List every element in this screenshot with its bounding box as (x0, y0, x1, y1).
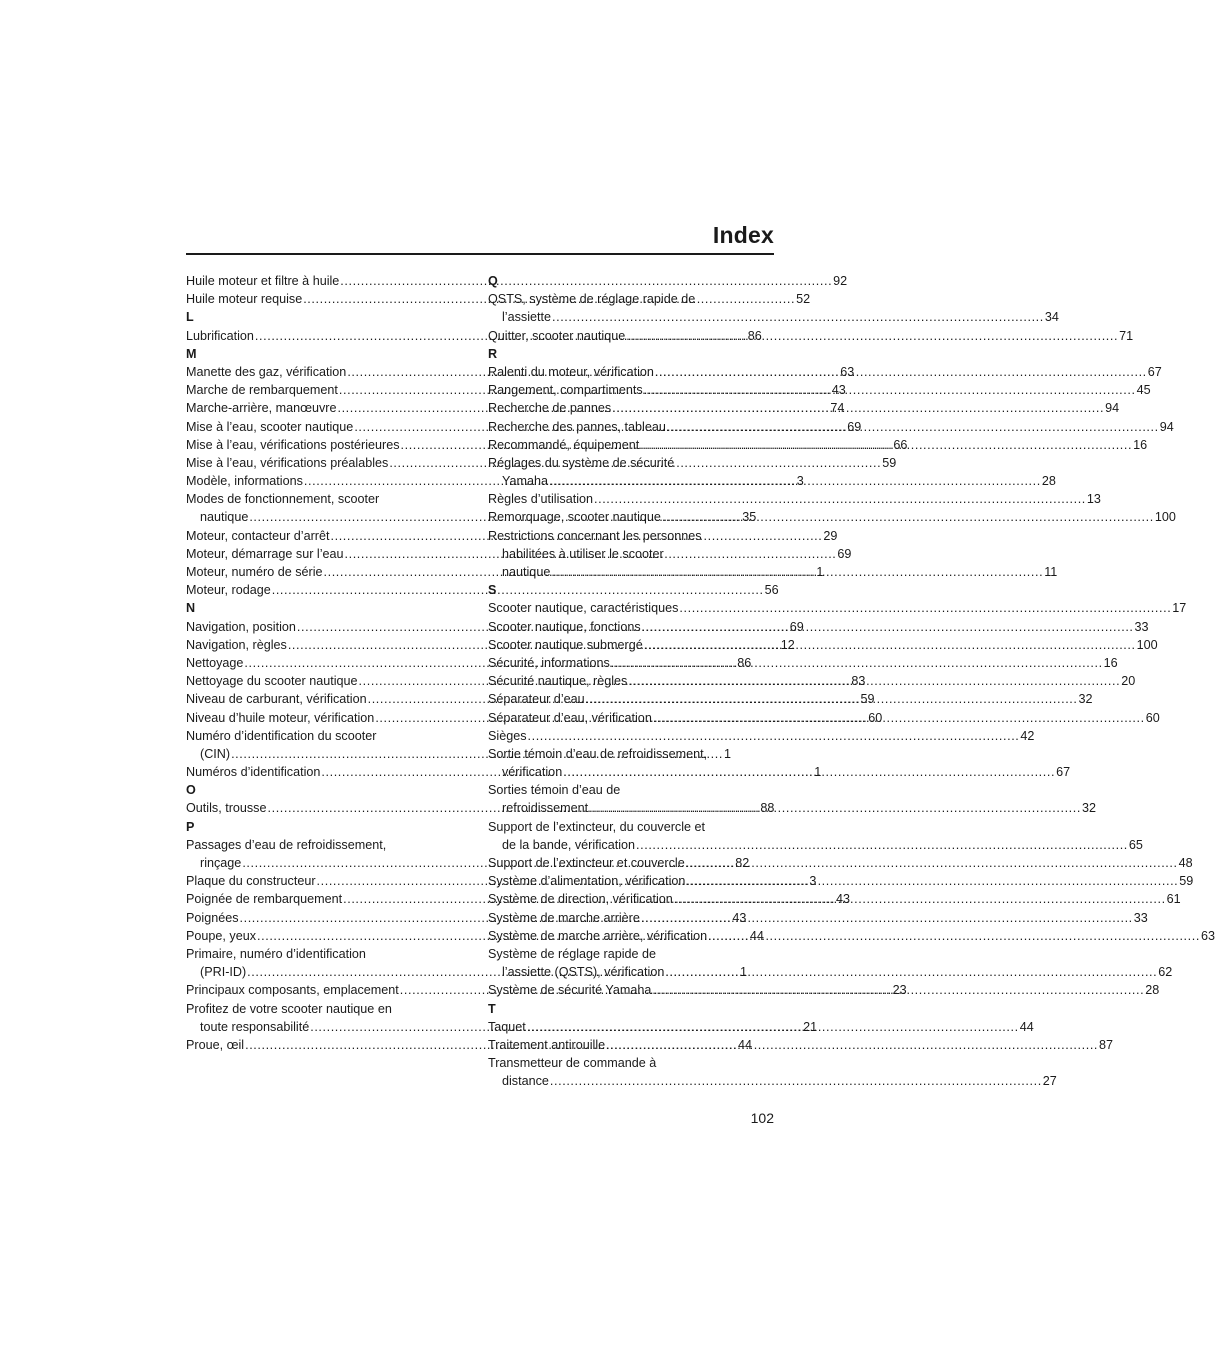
index-entry-text: Sécurité, informations (488, 655, 610, 670)
dot-leader (611, 654, 1103, 672)
index-entry-page: 43 (732, 910, 747, 925)
index-entry-text: Recherche de pannes (488, 401, 612, 416)
page-number: 102 (750, 1110, 774, 1126)
index-entry-page: 67 (1056, 765, 1071, 780)
dot-leader (606, 1036, 1098, 1054)
dot-leader (549, 472, 1041, 490)
index-entry-text: refroidissement (502, 801, 589, 816)
index-entry-text: Système de marche arrière (488, 910, 640, 925)
index-entry-text: Support de l’extincteur et couvercle (488, 856, 685, 870)
index-entry-text: nautique (200, 510, 249, 525)
index-entry (488, 927, 1215, 945)
index-entry-text: QSTS, système de réglage rapide de (488, 292, 696, 307)
dot-leader (665, 963, 1157, 981)
index-entry (488, 599, 1187, 617)
index-entry (488, 327, 1134, 345)
index-entry-page: 1 (723, 746, 731, 761)
dot-leader (640, 436, 1132, 454)
dot-leader (594, 490, 1086, 508)
index-entry-page: 74 (830, 401, 845, 416)
index-entry (488, 963, 1173, 981)
index-entry-text: Ralenti du moteur, vérification (488, 364, 654, 379)
dot-leader (641, 909, 1133, 927)
index-entry (488, 872, 1194, 890)
index-entry-text: Mise à l’eau, vérifications postérieures (186, 437, 400, 452)
index-entry-page: 21 (803, 1019, 818, 1034)
index-entry-text: Nettoyage (186, 655, 244, 670)
index-entry-text: Système d’alimentation, vérification (488, 874, 686, 889)
index-entry-text: Moteur, contacteur d’arrêt (186, 528, 330, 543)
index-entry-page: 69 (837, 546, 852, 561)
index-entry-text: Navigation, position (186, 619, 296, 634)
index-entry-text: de la bande, vérification (502, 837, 636, 852)
index-entry-text: Huile moteur requise (186, 292, 303, 307)
index-entry-text: Modèle, informations (186, 474, 303, 489)
index-entry-page: 35 (742, 510, 757, 525)
index-entry-text: nautique (502, 565, 551, 579)
index-entry (488, 745, 774, 763)
index-entry-text: Plaque du constructeur (186, 874, 316, 889)
dot-leader (679, 599, 1171, 617)
title-rule (186, 253, 774, 255)
index-letter-heading: O (186, 783, 196, 798)
index-entry (488, 290, 774, 308)
index-entry (488, 508, 1176, 526)
dot-leader (662, 508, 1154, 526)
dot-leader (655, 363, 1147, 381)
index-entry-page: 28 (1041, 474, 1056, 489)
index-entry-page: 63 (840, 364, 855, 379)
dot-leader (626, 327, 1118, 345)
index-entry-page: 27 (1042, 1074, 1057, 1089)
index-entry-text: l’assiette (QSTS), vérification (502, 965, 665, 980)
index-letter-heading: P (186, 819, 195, 834)
index-entry (488, 472, 1056, 490)
index-entry (488, 763, 1071, 781)
index-entry-page: 83 (851, 674, 866, 689)
index-entry (488, 527, 774, 545)
index-entry-page: 94 (1105, 401, 1120, 416)
index-entry (488, 709, 1160, 727)
index-entry (186, 272, 848, 290)
index-entry-text: Scooter nautique, fonctions (488, 619, 641, 634)
index-entry-text: Taquet (488, 1019, 526, 1034)
index-entry-text: Séparateur d’eau (488, 692, 585, 707)
index-entry-text: Navigation, règles (186, 637, 287, 652)
index-entry-text: vérification (502, 765, 563, 780)
index-entry-page: 66 (893, 437, 908, 452)
index-entry (488, 308, 1059, 326)
index-entry-text: Marche-arrière, manœuvre (186, 401, 337, 416)
index-entry-text: Passages d’eau de refroidissement, (186, 837, 387, 852)
index-entry-text: Moteur, démarrage sur l’eau (186, 546, 344, 561)
index-entry-page: 3 (796, 474, 804, 489)
index-entry (488, 818, 774, 836)
index-entry (488, 1072, 1057, 1090)
index-entry-page: 20 (1121, 674, 1136, 689)
dot-leader (551, 563, 1043, 581)
index-entry-page: 16 (1133, 437, 1148, 452)
index-letter-heading: R (488, 346, 498, 361)
index-entry-page: 67 (1147, 364, 1162, 379)
index-entry-text: Principaux composants, emplacement (186, 983, 399, 998)
index-entry-text: l’assiette (502, 310, 551, 325)
index-entry-page: 88 (760, 801, 775, 816)
index-entry-page: 61 (1166, 892, 1181, 907)
index-entry (186, 945, 472, 963)
index-entry-text: Remorquage, scooter nautique (488, 510, 661, 525)
index-entry-page: 69 (847, 419, 862, 434)
dot-leader (612, 399, 1104, 417)
index-entry-text: Modes de fonctionnement, scooter (186, 492, 380, 507)
index-entry-page: 45 (1136, 383, 1151, 398)
index-entry-text: Sièges (488, 728, 527, 743)
index-entry-page: 32 (1078, 692, 1093, 707)
index-entry-page: 32 (1081, 801, 1096, 816)
index-entry-page: 65 (1128, 837, 1143, 852)
index-entry-page: 100 (1154, 510, 1176, 525)
index-entry-text: rinçage (200, 856, 242, 870)
index-entry-page: 59 (882, 455, 897, 470)
index-entry-text: Poignées (186, 910, 239, 925)
index-entry-text: Recommandé, équipement (488, 437, 640, 452)
index-entry-text: Règles d’utilisation (488, 492, 594, 507)
index-entry-text: habilitées à utiliser le scooter (502, 546, 664, 561)
index-entry-text: (PRI-ID) (200, 965, 247, 980)
index-entry-text: Séparateur d’eau, vérification (488, 710, 652, 725)
index-letter-heading: Q (488, 274, 498, 288)
dot-leader (708, 927, 1200, 945)
dot-leader (636, 836, 1128, 854)
index-entry-text: Yamaha (502, 474, 548, 489)
index-entry-text: Niveau de carburant, vérification (186, 692, 367, 707)
index-entry-text: (CIN) (200, 746, 231, 761)
dot-leader (667, 418, 1159, 436)
index-entry-text: Système de réglage rapide de (488, 946, 657, 961)
index-entry-page: 11 (1044, 565, 1058, 579)
index-entry-page: 28 (1145, 983, 1160, 998)
dot-leader (642, 618, 1134, 636)
index-entry-text: Niveau d’huile moteur, vérification (186, 710, 375, 725)
index-entry (186, 1000, 472, 1018)
index-entry-text: Scooter nautique, caractéristiques (488, 601, 679, 616)
index-entry-text: Recherche des pannes, tableau (488, 419, 666, 434)
index-entry-page: 43 (831, 383, 846, 398)
index-entry (488, 1054, 774, 1072)
index-letter-heading: T (488, 1001, 496, 1016)
index-entry-page: 23 (892, 983, 907, 998)
index-entry-text: Moteur, numéro de série (186, 565, 323, 579)
index-entry-page: 71 (1119, 328, 1134, 343)
dot-leader (652, 981, 1144, 999)
index-entry-text: Lubrification (186, 328, 254, 343)
index-entry-page: 52 (796, 292, 811, 307)
index-entry-text: Proue, œil (186, 1037, 245, 1052)
index-entry-text: Numéro d’identification du scooter (186, 728, 377, 743)
index-entry-text: Mise à l’eau, scooter nautique (186, 419, 354, 434)
index-letter-heading: M (186, 346, 197, 361)
dot-leader (563, 763, 1055, 781)
index-entry-text: Primaire, numéro d’identification (186, 946, 366, 961)
dot-leader (628, 672, 1120, 690)
index-entry-page: 59 (1179, 874, 1194, 889)
index-entry-text: Sorties témoin d’eau de (488, 783, 621, 798)
index-entry-text: Poupe, yeux (186, 928, 257, 943)
index-entry (186, 836, 472, 854)
index-entry-text: Manette des gaz, vérification (186, 364, 347, 379)
index-entry-page: 60 (868, 710, 883, 725)
index-entry-page: 29 (823, 528, 838, 543)
index-entry-page: 1 (814, 765, 822, 780)
index-entry-page: 1 (740, 965, 748, 980)
index-entry (186, 490, 472, 508)
index-entry-text: Système de direction, vérification (488, 892, 673, 907)
index-entry-text: Sortie témoin d’eau de refroidissement, (488, 746, 708, 761)
index-entry-text: Sécurité nautique, règles (488, 674, 628, 689)
index-entry (488, 454, 774, 472)
dot-leader (653, 709, 1145, 727)
index-entry-text: Quitter, scooter nautique (488, 328, 626, 343)
index-entry-page: 100 (1136, 637, 1158, 652)
dot-leader (589, 799, 1081, 817)
index-entry-page: 42 (1020, 728, 1035, 743)
index-entry-text: Outils, trousse (186, 801, 267, 816)
index-entry-page: 3 (809, 874, 817, 889)
dot-leader (552, 308, 1044, 326)
dot-leader (550, 1072, 1042, 1090)
index-entry-page: 59 (860, 692, 875, 707)
index-entry-text: Numéros d’identification (186, 765, 321, 780)
index-entry-text: Nettoyage du scooter nautique (186, 674, 358, 689)
index-entry-page: 1 (816, 565, 824, 579)
index-entry (186, 727, 472, 745)
index-entry-text: Mise à l’eau, vérifications préalables (186, 455, 389, 470)
index-entry-page: 13 (1086, 492, 1101, 507)
index-entry-page: 60 (1145, 710, 1160, 725)
index-letter-heading: L (186, 310, 194, 325)
dot-leader (527, 1018, 1019, 1036)
index-entry-page: 56 (764, 583, 779, 598)
dot-leader (528, 727, 1020, 745)
index-entry (488, 909, 1148, 927)
index-entry-text: Système de marche arrière, vérification (488, 928, 708, 943)
index-entry-text: Support de l’extincteur, du couvercle et (488, 819, 706, 834)
index-entry (488, 781, 774, 799)
index-entry-text: Réglages du système de sécurité (488, 455, 675, 470)
index-entry-text: Scooter nautique submergé (488, 637, 643, 652)
dot-leader (686, 854, 1178, 872)
index-entry-text: Restrictions concernant les personnes (488, 528, 702, 543)
index-entry-page: 33 (1133, 910, 1148, 925)
index-entry-text: Huile moteur et filtre à huile (186, 274, 340, 288)
index-entry (488, 836, 1143, 854)
index-entry (488, 563, 1058, 581)
index-entry-text: toute responsabilité (200, 1019, 310, 1034)
index-entry-page: 62 (1158, 965, 1173, 980)
index-entry (186, 581, 779, 599)
index-entry (488, 945, 774, 963)
dot-leader (686, 872, 1178, 890)
dot-leader (644, 381, 1136, 399)
index-entry-page: 33 (1134, 619, 1149, 634)
index-entry-page: 16 (1103, 655, 1118, 670)
index-entry-page: 44 (1019, 1019, 1034, 1034)
index-entry-text: Traitement antirouille (488, 1037, 606, 1052)
index-entry-page: 17 (1172, 601, 1187, 616)
index-entry (488, 654, 1118, 672)
index-entry (488, 799, 1096, 817)
dot-leader (644, 636, 1136, 654)
index-entry-page: 82 (735, 856, 750, 870)
index-entry (488, 1036, 1114, 1054)
index-entry (488, 854, 1193, 872)
dot-leader (586, 690, 1078, 708)
index-letter-heading: S (488, 583, 497, 598)
index-entry (488, 727, 1035, 745)
index-entry-page: 12 (780, 637, 795, 652)
index-entry-text: Rangement, compartiments (488, 383, 643, 398)
index-entry-page: 94 (1159, 419, 1174, 434)
index-entry-text: distance (502, 1074, 549, 1089)
index-entry (488, 545, 774, 563)
index-entry-page: 34 (1044, 310, 1059, 325)
index-entry-text: Système de sécurité Yamaha (488, 983, 652, 998)
index-entry-text: Moteur, rodage (186, 583, 271, 598)
index-entry-text: Marche de rembarquement (186, 383, 338, 398)
index-entry-page: 92 (833, 274, 848, 288)
index-entry-text: Poignée de rembarquement (186, 892, 343, 907)
index-entry-page: 44 (737, 1037, 752, 1052)
index-entry-page: 44 (749, 928, 764, 943)
index-entry-page: 87 (1099, 1037, 1114, 1052)
index-letter-heading: N (186, 601, 196, 616)
index-entry (488, 490, 1101, 508)
index-entry-text: Transmetteur de commande à (488, 1056, 657, 1071)
page-title: Index (712, 222, 774, 248)
index-entry-page: 48 (1178, 856, 1193, 870)
dot-leader (674, 890, 1166, 908)
index-entry-page: 63 (1200, 928, 1215, 943)
index-entry-page: 86 (737, 655, 752, 670)
index-entry-page: 43 (836, 892, 851, 907)
index-entry-page: 69 (789, 619, 804, 634)
index-entry-page: 86 (747, 328, 762, 343)
index-entry-text: Profitez de votre scooter nautique en (186, 1001, 392, 1016)
